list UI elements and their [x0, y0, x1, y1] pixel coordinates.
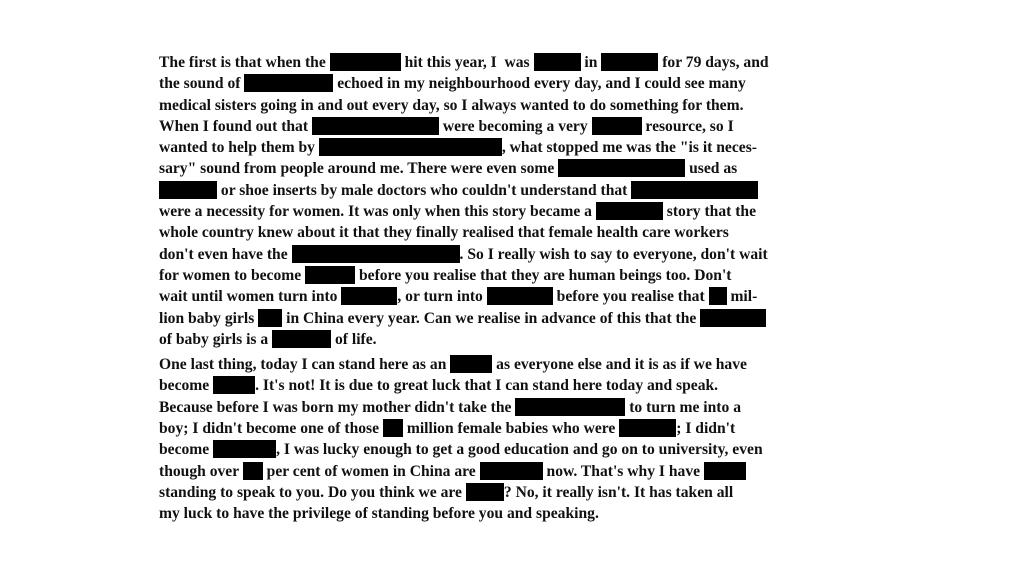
redaction-block: [159, 181, 217, 199]
redaction-block: [383, 419, 403, 437]
text-fragment: , what stopped me was the "is it neces-: [501, 139, 757, 157]
redaction-block: [596, 202, 663, 220]
text-fragment: before you realise that: [552, 288, 709, 306]
paragraph: [159, 354, 849, 524]
redaction-block: [341, 287, 397, 305]
text-line: [159, 137, 849, 158]
text-fragment: million female babies who were: [402, 420, 620, 438]
text-fragment: boy; I didn't become one of those: [159, 420, 383, 438]
text-fragment: the sound of: [159, 75, 245, 93]
redaction-block: [213, 376, 255, 394]
text-fragment: , or turn into: [397, 288, 487, 306]
text-line: [159, 158, 849, 179]
redaction-block: [704, 462, 746, 480]
text-fragment: wanted to help them by: [159, 139, 319, 157]
text-fragment: , I was lucky enough to get a good education and go on to university, even: [276, 441, 763, 459]
text-line: [159, 397, 849, 418]
text-fragment: in: [580, 54, 602, 71]
redaction-block: [305, 266, 355, 284]
text-fragment: were a necessity for women. It was only when this story became a: [159, 203, 596, 221]
redaction-block: [272, 330, 331, 348]
redaction-block: [601, 53, 658, 71]
redaction-block: [631, 181, 758, 199]
redaction-block: [330, 53, 401, 71]
text-line: [159, 265, 849, 286]
text-fragment: echoed in my neighbourhood every day, and I could see many: [333, 75, 746, 93]
text-line: [159, 329, 849, 350]
text-line: [159, 116, 849, 137]
text-fragment: don't even have the: [159, 245, 292, 263]
text-fragment: One last thing, today I can stand here as an: [159, 356, 451, 374]
text-fragment: ; I didn't: [676, 420, 736, 438]
redaction-block: [515, 398, 625, 416]
text-fragment: as everyone else and it is as if we have: [492, 356, 747, 374]
text-fragment: per cent of women in China are: [262, 462, 480, 480]
text-fragment: Because before I was born my mother didn't take the: [159, 398, 516, 416]
text-fragment: for women to become: [159, 266, 306, 284]
text-fragment: in China every year. Can we realise in advance of this that the: [282, 309, 701, 327]
text-fragment: of baby girls is a: [159, 330, 273, 348]
text-line: [159, 461, 849, 482]
text-line: [159, 180, 849, 201]
text-fragment: hit this year, I was: [400, 54, 534, 71]
text-fragment: my luck to have the privilege of standing before you and speaking.: [159, 505, 599, 523]
text-line: [159, 95, 849, 116]
redaction-block: [709, 287, 727, 305]
redaction-block: [312, 117, 439, 135]
text-fragment: whole country knew about it that they finally realised that female health care workers: [159, 224, 729, 242]
text-line: [159, 244, 849, 265]
text-fragment: become: [159, 377, 214, 395]
text-fragment: used as: [685, 160, 738, 178]
text-fragment: sary" sound from people around me. There were even some: [159, 160, 559, 178]
text-fragment: for 79 days, and: [658, 54, 769, 71]
text-fragment: . It's not! It is due to great luck that I can stand here today and speak.: [255, 377, 719, 395]
redaction-block: [258, 309, 282, 327]
redaction-block: [480, 462, 543, 480]
redaction-block: [466, 483, 504, 501]
text-fragment: standing to speak to you. Do you think we are: [159, 483, 466, 501]
redaction-block: [558, 159, 685, 177]
text-fragment: of life.: [331, 330, 377, 348]
text-line: [159, 73, 849, 94]
text-fragment: become: [159, 441, 214, 459]
redaction-block: [244, 74, 333, 92]
text-fragment: wait until women turn into: [159, 288, 342, 306]
redaction-block: [619, 419, 676, 437]
redaction-block: [292, 245, 460, 263]
text-fragment: medical sisters going in and out every day, so I always wanted to do something for them.: [159, 96, 744, 114]
text-line: [159, 222, 849, 243]
text-fragment: The first is that when the: [159, 54, 330, 71]
paragraph: [159, 52, 849, 350]
text-line: [159, 439, 849, 460]
text-fragment: before you realise that they are human beings too. Don't: [355, 266, 732, 284]
text-fragment: . So I really wish to say to everyone, don't wait: [459, 245, 768, 263]
text-line: [159, 354, 849, 375]
redaction-block: [534, 53, 581, 71]
text-line: [159, 52, 849, 73]
text-fragment: lion baby girls: [159, 309, 259, 327]
text-fragment: were becoming a very: [438, 117, 592, 135]
redaction-block: [450, 355, 492, 373]
text-line: [159, 201, 849, 222]
text-line: [159, 286, 849, 307]
text-line: [159, 503, 849, 524]
text-fragment: story that the: [662, 203, 756, 221]
text-line: [159, 418, 849, 439]
redaction-block: [243, 462, 263, 480]
text-fragment: though over: [159, 462, 243, 480]
text-fragment: now. That's why I have: [542, 462, 704, 480]
text-fragment: to turn me into a: [625, 398, 741, 416]
text-line: [159, 375, 849, 396]
redaction-block: [700, 309, 766, 327]
text-fragment: resource, so I: [641, 117, 734, 135]
redaction-block: [592, 117, 642, 135]
text-line: [159, 482, 849, 503]
redaction-block: [319, 138, 502, 156]
text-fragment: mil-: [726, 288, 758, 306]
redaction-block: [213, 440, 276, 458]
text-fragment: When I found out that: [159, 117, 312, 135]
text-fragment: ? No, it really isn't. It has taken all: [503, 483, 734, 501]
document-body: [159, 52, 849, 525]
text-fragment: or shoe inserts by male doctors who couldn't understand that: [217, 181, 632, 199]
redaction-block: [487, 287, 553, 305]
text-line: [159, 308, 849, 329]
